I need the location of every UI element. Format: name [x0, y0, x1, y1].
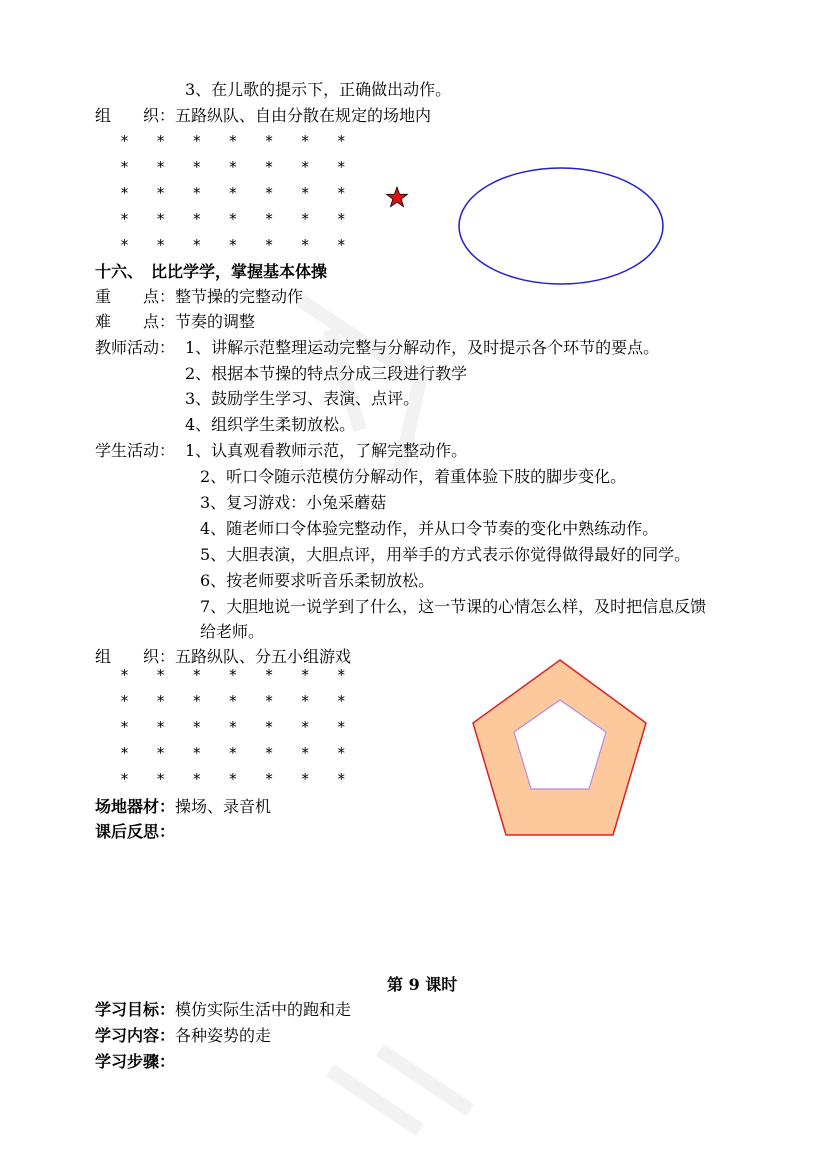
student-item: 6、按老师要求听音乐柔韧放松。 [200, 571, 435, 590]
star-row: * * * * * * * [120, 744, 346, 762]
steps-label: 学习步骤： [95, 1052, 176, 1071]
star-row: * * * * * * * [120, 158, 346, 176]
teacher-star-icon [385, 186, 409, 208]
student-item: 1、认真观看教师示范，了解完整动作。 [185, 441, 468, 460]
formation-stars-lesson16 [120, 662, 346, 792]
teacher-label: 教师活动： [95, 338, 176, 357]
student-item: 7、大胆地说一说学到了什么，这一节课的心情怎么样，及时把信息反馈 [200, 597, 707, 616]
student-item: 3、复习游戏：小兔采蘑菇 [200, 493, 387, 512]
star-row: * * * * * * * [120, 666, 346, 684]
key-point-label: 重 点： [95, 287, 176, 306]
student-item: 5、大胆表演，大胆点评，用举手的方式表示你觉得做得最好的同学。 [200, 545, 691, 564]
star-row: * * * * * * * [120, 718, 346, 736]
student-item: 给老师。 [200, 622, 265, 641]
teacher-item: 3、鼓励学生学习、表演、点评。 [185, 389, 420, 408]
content-text: 各种姿势的走 [175, 1026, 272, 1045]
difficulty-row [95, 312, 255, 332]
top-item-3: 3、在儿歌的提示下，正确做出动作。 [185, 80, 452, 99]
star-row: * * * * * * * [120, 210, 346, 228]
difficulty-label: 难 点： [95, 312, 176, 331]
star-row: * * * * * * * [120, 236, 346, 254]
lesson9-title: 第 9 课时 [387, 975, 458, 994]
lesson16-org-text: 五路纵队、分五小组游戏 [175, 647, 352, 666]
student-item: 2、听口令随示范模仿分解动作，着重体验下肢的脚步变化。 [200, 467, 627, 486]
ellipse-area-shape [455, 165, 667, 287]
goal-label: 学习目标： [95, 1000, 176, 1019]
key-point-row [95, 287, 303, 307]
key-point-text: 整节操的完整动作 [175, 287, 304, 306]
star-row: * * * * * * * [120, 770, 346, 788]
equipment-text: 操场、录音机 [175, 797, 272, 816]
star-row: * * * * * * * [120, 184, 346, 202]
teacher-item: 1、讲解示范整理运动完整与分解动作，及时提示各个环节的要点。 [185, 338, 660, 357]
teacher-item: 2、根据本节操的特点分成三段进行教学 [185, 364, 468, 383]
top-org-text: 五路纵队、自由分散在规定的场地内 [175, 106, 432, 125]
reflection-label: 课后反思： [95, 822, 176, 841]
difficulty-text: 节奏的调整 [175, 312, 256, 331]
star-row: * * * * * * * [120, 692, 346, 710]
top-org-row [95, 106, 431, 126]
teacher-item: 4、组织学生柔韧放松。 [185, 415, 356, 434]
pentagon-area-shape [468, 656, 652, 840]
student-label: 学生活动： [95, 441, 176, 460]
content-label: 学习内容： [95, 1026, 176, 1045]
lesson16-org-label: 组 织： [95, 647, 176, 666]
goal-text: 模仿实际生活中的跑和走 [175, 1000, 352, 1019]
equipment-label: 场地器材： [95, 797, 176, 816]
formation-stars-top [120, 128, 346, 258]
star-row: * * * * * * * [120, 132, 346, 150]
lesson16-heading: 十六、 比比学学，掌握基本体操 [95, 262, 328, 281]
content-row [95, 1026, 271, 1046]
equipment-row [95, 797, 271, 817]
goal-row [95, 1000, 351, 1020]
top-org-label: 组 织： [95, 106, 176, 125]
student-item: 4、随老师口令体验完整动作，并从口令节奏的变化中熟练动作。 [200, 519, 659, 538]
